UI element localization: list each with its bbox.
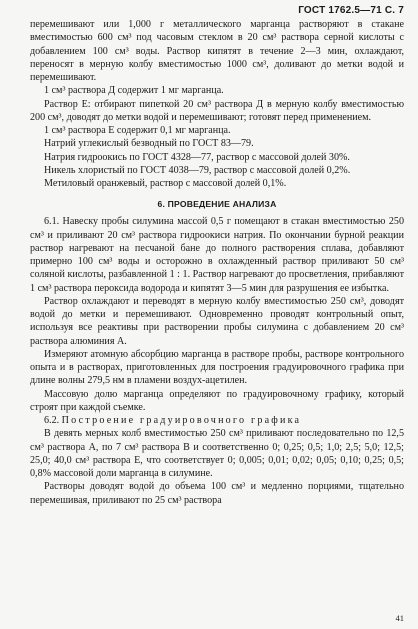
paragraph: Раствор Е: отбирают пипеткой 20 см³ раствора Д в мерную колбу вместимостью 200 см³, доводят до метки водой и перемешивают; готовят перед применением. [30,98,404,123]
section-title: 6. ПРОВЕДЕНИЕ АНАЛИЗА [157,199,277,210]
subsection-title: Построение градуировочного графика [61,415,302,426]
paragraph: перемешивают или 1,000 г металлического марганца растворяют в стакане вместимостью 600 см³ под часовым стеклом в 20 см³ раствора серной кислоты с добавлением 100 см³ воды. Раствор кипятят в течение 2—3 мин, охлаждают, переносят в мерную колбу вместимостью 1000 см³, доливают до метки водой и перемешивают. [30,19,404,83]
paragraph: 1 см³ раствора Е содержит 0,1 мг марганца. [44,125,231,136]
page-header: ГОСТ 1762.5—71 С. 7 [298,5,404,16]
paragraph: 1 см³ раствора Д содержит 1 мг марганца. [44,85,224,97]
document-body [30,18,404,507]
paragraph: Метиловый оранжевый, раствор с массовой долей 0,1%. [44,178,287,189]
paragraph: Раствор охлаждают и переводят в мерную колбу вместимостью 250 см³, доводят водой до метки и перемешивают. Одновременно проводят контрольный опыт, используя все реактивы при растворении пробы силумина с добавлением 20 см³ раствора алюминия А. [30,295,404,347]
paragraph: Растворы доводят водой до объема 100 см³ и медленно порциями, тщательно перемешивая, приливают по 25 см³ раствора [30,481,404,506]
paragraph: 6.1. Навеску пробы силумина массой 0,5 г помещают в стакан вместимостью 250 см³ и приливают 20 см³ раствора гидроокиси натрия. По окончании бурной реакции раствор нагревают на песчаной бане до полного растворения сплава, добавляют примерно 100 см³ воды и осторожно в охлажденный раствор приливают 50 см³ соляной кислоты, разбавленной 1 : 1. Раствор нагревают до просветления, прибавляют 1 см³ раствора пероксида водорода и кипятят 3—5 мин для разрушения ее избытка. [30,216,404,294]
paragraph: Натрия гидроокись по ГОСТ 4328—77, раствор с массовой долей 30%. [44,151,350,163]
paragraph: Измеряют атомную абсорбцию марганца в растворе пробы, растворе контрольного опыта и в растворах, приготовленных для построения градуировочного графика при длине волны 279,5 нм в пламени воздух-ацетилен. [30,348,404,387]
paragraph: Натрий углекислый безводный по ГОСТ 83—79. [44,138,254,150]
page-number: 41 [395,613,404,623]
subsection-number: 6.2. [44,415,60,426]
paragraph: Массовую долю марганца определяют по градуировочному графику, который строят при каждой съемке. [30,388,404,413]
paragraph: Никель хлористый по ГОСТ 4038—79, раствор с массовой долей 0,2%. [44,164,351,176]
subsection-heading [30,414,404,427]
paragraph: В девять мерных колб вместимостью 250 см³ приливают последовательно по 12,5 см³ раствора А, по 7 см³ раствора В и соответственно 0; 0,25; 0,5; 1,0; 2,5; 5,0; 12,5; 25,0; 40,0 см³ раствора Е, что соответствует 0; 0,005; 0,01; 0,02; 0,05; 0,10; 0,25; 0,5; 0,8% массовой доли марганца в силумине. [30,428,404,479]
